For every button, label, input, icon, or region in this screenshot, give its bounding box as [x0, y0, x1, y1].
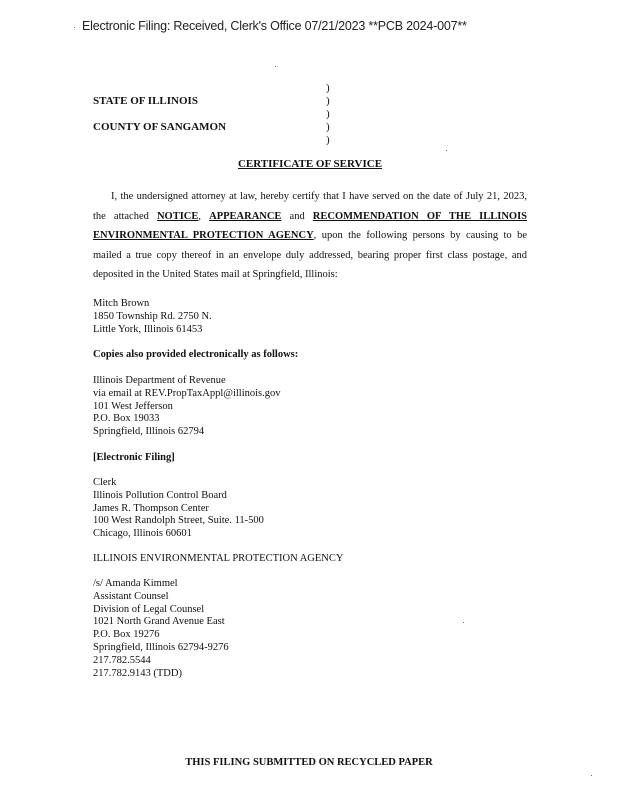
scan-speck — [74, 27, 75, 28]
scan-speck — [463, 622, 464, 623]
body-sep-1: , — [198, 210, 210, 222]
copies-heading: Copies also provided electronically as follows: — [93, 349, 299, 360]
paren: ) — [326, 82, 330, 94]
signature-line: Assistant Counsel — [93, 590, 169, 602]
signature-line: /s/ Amanda Kimmel — [93, 578, 178, 589]
doc-recommendation: RECOMMENDATION OF THE ILLINOIS ENVIRONMENTAL PROTECTION AGENCY — [93, 210, 528, 242]
certificate-body — [93, 187, 527, 285]
address-line: Illinois Pollution Control Board — [93, 489, 227, 501]
recipient-department-of-revenue — [93, 375, 281, 439]
paren: ) — [326, 108, 330, 120]
signature-line: 217.782.5544 — [93, 654, 151, 666]
signature-line: P.O. Box 19276 — [93, 629, 160, 641]
signature-line: Springfield, Illinois 62794-9276 — [93, 641, 229, 653]
address-line: 101 West Jefferson — [93, 400, 173, 412]
address-line: 100 West Randolph Street, Suite. 11-500 — [93, 515, 264, 527]
electronic-filing-label: [Electronic Filing] — [93, 452, 175, 463]
recycled-paper-footer: THIS FILING SUBMITTED ON RECYCLED PAPER — [185, 757, 433, 768]
scan-speck — [275, 66, 276, 67]
scan-speck — [446, 150, 447, 151]
address-line: Illinois Department of Revenue — [93, 375, 226, 386]
paren: ) — [326, 95, 330, 107]
caption-state: STATE OF ILLINOIS — [93, 95, 198, 107]
agency-name: ILLINOIS ENVIRONMENTAL PROTECTION AGENCY — [93, 553, 344, 564]
signature-line: 1021 North Grand Avenue East — [93, 616, 225, 628]
paren: ) — [326, 121, 330, 133]
address-line: Chicago, Illinois 60601 — [93, 528, 192, 540]
caption-county: COUNTY OF SANGAMON — [93, 121, 227, 133]
address-line: via email at REV.PropTaxAppl@illinois.gov — [93, 387, 281, 399]
document-title — [0, 158, 618, 170]
body-part-2: , upon the following persons by causing to be mailed a true copy thereof in an envelope duly addressed, bearing proper first class postage, and deposited in the United States mail at Springfield, Illinois: — [93, 230, 527, 281]
signature-line: Division of Legal Counsel — [93, 603, 205, 615]
document-title-text: CERTIFICATE OF SERVICE — [237, 158, 383, 170]
scan-speck — [591, 775, 592, 776]
address-line: James R. Thompson Center — [93, 502, 209, 514]
signature-block — [93, 578, 229, 680]
address-line: Springfield, Illinois 62794 — [93, 426, 205, 438]
recipient-mitch-brown — [93, 298, 212, 336]
caption-parentheses — [326, 82, 330, 147]
address-line: 1850 Township Rd. 2750 N. — [93, 310, 212, 322]
address-line: P.O. Box 19033 — [93, 413, 160, 425]
paren: ) — [326, 134, 330, 146]
body-part-1: I, the undersigned attorney at law, hereby certify that I have served on the date of July 21, 2023, the attached — [93, 191, 527, 222]
address-line: Little York, Illinois 61453 — [93, 323, 203, 335]
signature-line: 217.782.9143 (TDD) — [93, 667, 182, 679]
doc-appearance: APPEARANCE — [209, 210, 282, 222]
filing-stamp: Electronic Filing: Received, Clerk's Office 07/21/2023 **PCB 2024-007** — [82, 19, 467, 33]
address-line: Clerk — [93, 477, 117, 488]
address-line: Mitch Brown — [93, 298, 150, 309]
doc-notice: NOTICE — [156, 210, 199, 222]
recipient-clerk — [93, 477, 264, 541]
body-sep-2: and — [281, 210, 313, 222]
